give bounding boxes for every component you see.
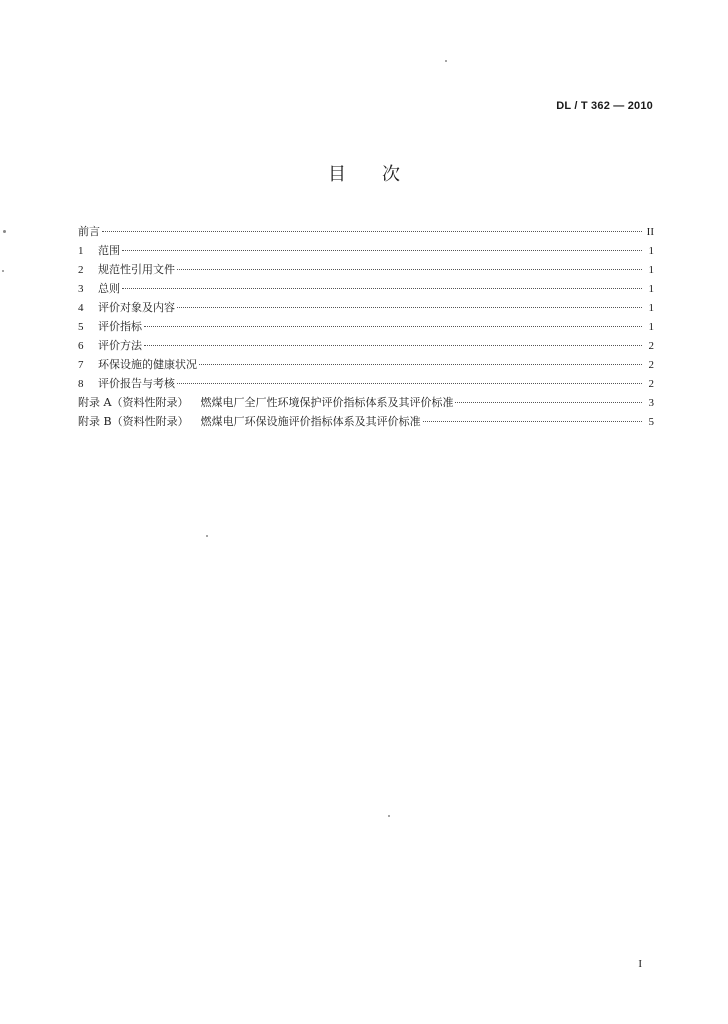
appendix-label: 附录 B（资料性附录）: [78, 415, 189, 428]
toc-entry-label: 总则: [98, 282, 120, 295]
toc-entry-label: 评价对象及内容: [98, 301, 175, 314]
appendix-label: 附录 A（资料性附录）: [78, 396, 189, 409]
toc-leader-dots: [177, 383, 642, 384]
toc-page-number: 1: [648, 283, 654, 295]
toc-entry-facility-health[interactable]: [78, 355, 654, 374]
toc-entry-label: 范围: [98, 244, 120, 257]
toc-entry-evaluation-objects[interactable]: [78, 298, 654, 317]
toc-page-number: 1: [648, 245, 654, 257]
toc-entry-foreword[interactable]: [78, 222, 654, 241]
toc-leader-dots: [144, 345, 642, 346]
toc-page-number: 1: [648, 321, 654, 333]
scan-speck: [388, 815, 390, 817]
toc-page-number: 2: [648, 340, 654, 352]
toc-entry-general[interactable]: [78, 279, 654, 298]
toc-leader-dots: [122, 288, 642, 289]
toc-section-number: 8: [78, 378, 84, 390]
toc-page-number: 1: [648, 302, 654, 314]
toc-entry-appendix-a[interactable]: [78, 393, 654, 412]
page-folio: I: [638, 958, 642, 970]
table-of-contents: [78, 222, 654, 431]
toc-entry-label: 评价报告与考核: [98, 377, 175, 390]
scan-speck: [445, 60, 447, 62]
toc-leader-dots: [122, 250, 642, 251]
toc-leader-dots: [199, 364, 642, 365]
toc-entry-evaluation-indicators[interactable]: [78, 317, 654, 336]
toc-leader-dots: [177, 269, 642, 270]
toc-entry-label: 评价方法: [98, 339, 142, 352]
toc-entry-report-assessment[interactable]: [78, 374, 654, 393]
toc-entry-label: 环保设施的健康状况: [98, 358, 197, 371]
toc-page-number: 2: [648, 359, 654, 371]
toc-entry-normative-references[interactable]: [78, 260, 654, 279]
toc-entry-scope[interactable]: [78, 241, 654, 260]
toc-entry-appendix-b[interactable]: [78, 412, 654, 431]
toc-section-number: 2: [78, 264, 84, 276]
scan-speck: [2, 270, 4, 272]
toc-leader-dots: [102, 231, 642, 232]
toc-leader-dots: [177, 307, 642, 308]
toc-page-number: 1: [648, 264, 654, 276]
toc-entry-label: 评价指标: [98, 320, 142, 333]
toc-section-number: 3: [78, 283, 84, 295]
toc-section-number: 5: [78, 321, 84, 333]
toc-section-number: 4: [78, 302, 84, 314]
toc-page-number: 5: [648, 416, 654, 428]
appendix-title: 燃煤电厂环保设施评价指标体系及其评价标准: [200, 415, 421, 428]
toc-page-number: 2: [648, 378, 654, 390]
scan-speck: [3, 230, 6, 233]
page-title: 目次: [328, 164, 436, 185]
appendix-title: 燃煤电厂全厂性环境保护评价指标体系及其评价标准: [200, 396, 454, 409]
toc-leader-dots: [423, 421, 642, 422]
scan-speck: [206, 535, 208, 537]
toc-section-number: 6: [78, 340, 84, 352]
toc-section-number: 1: [78, 245, 84, 257]
standard-number: DL / T 362 — 2010: [556, 100, 653, 112]
toc-section-number: 7: [78, 359, 84, 371]
toc-leader-dots: [144, 326, 642, 327]
toc-entry-evaluation-methods[interactable]: [78, 336, 654, 355]
toc-leader-dots: [455, 402, 642, 403]
toc-page-number: II: [646, 226, 654, 238]
toc-entry-label: 规范性引用文件: [98, 263, 175, 276]
toc-page-number: 3: [648, 397, 654, 409]
toc-entry-label: 前言: [78, 225, 100, 238]
